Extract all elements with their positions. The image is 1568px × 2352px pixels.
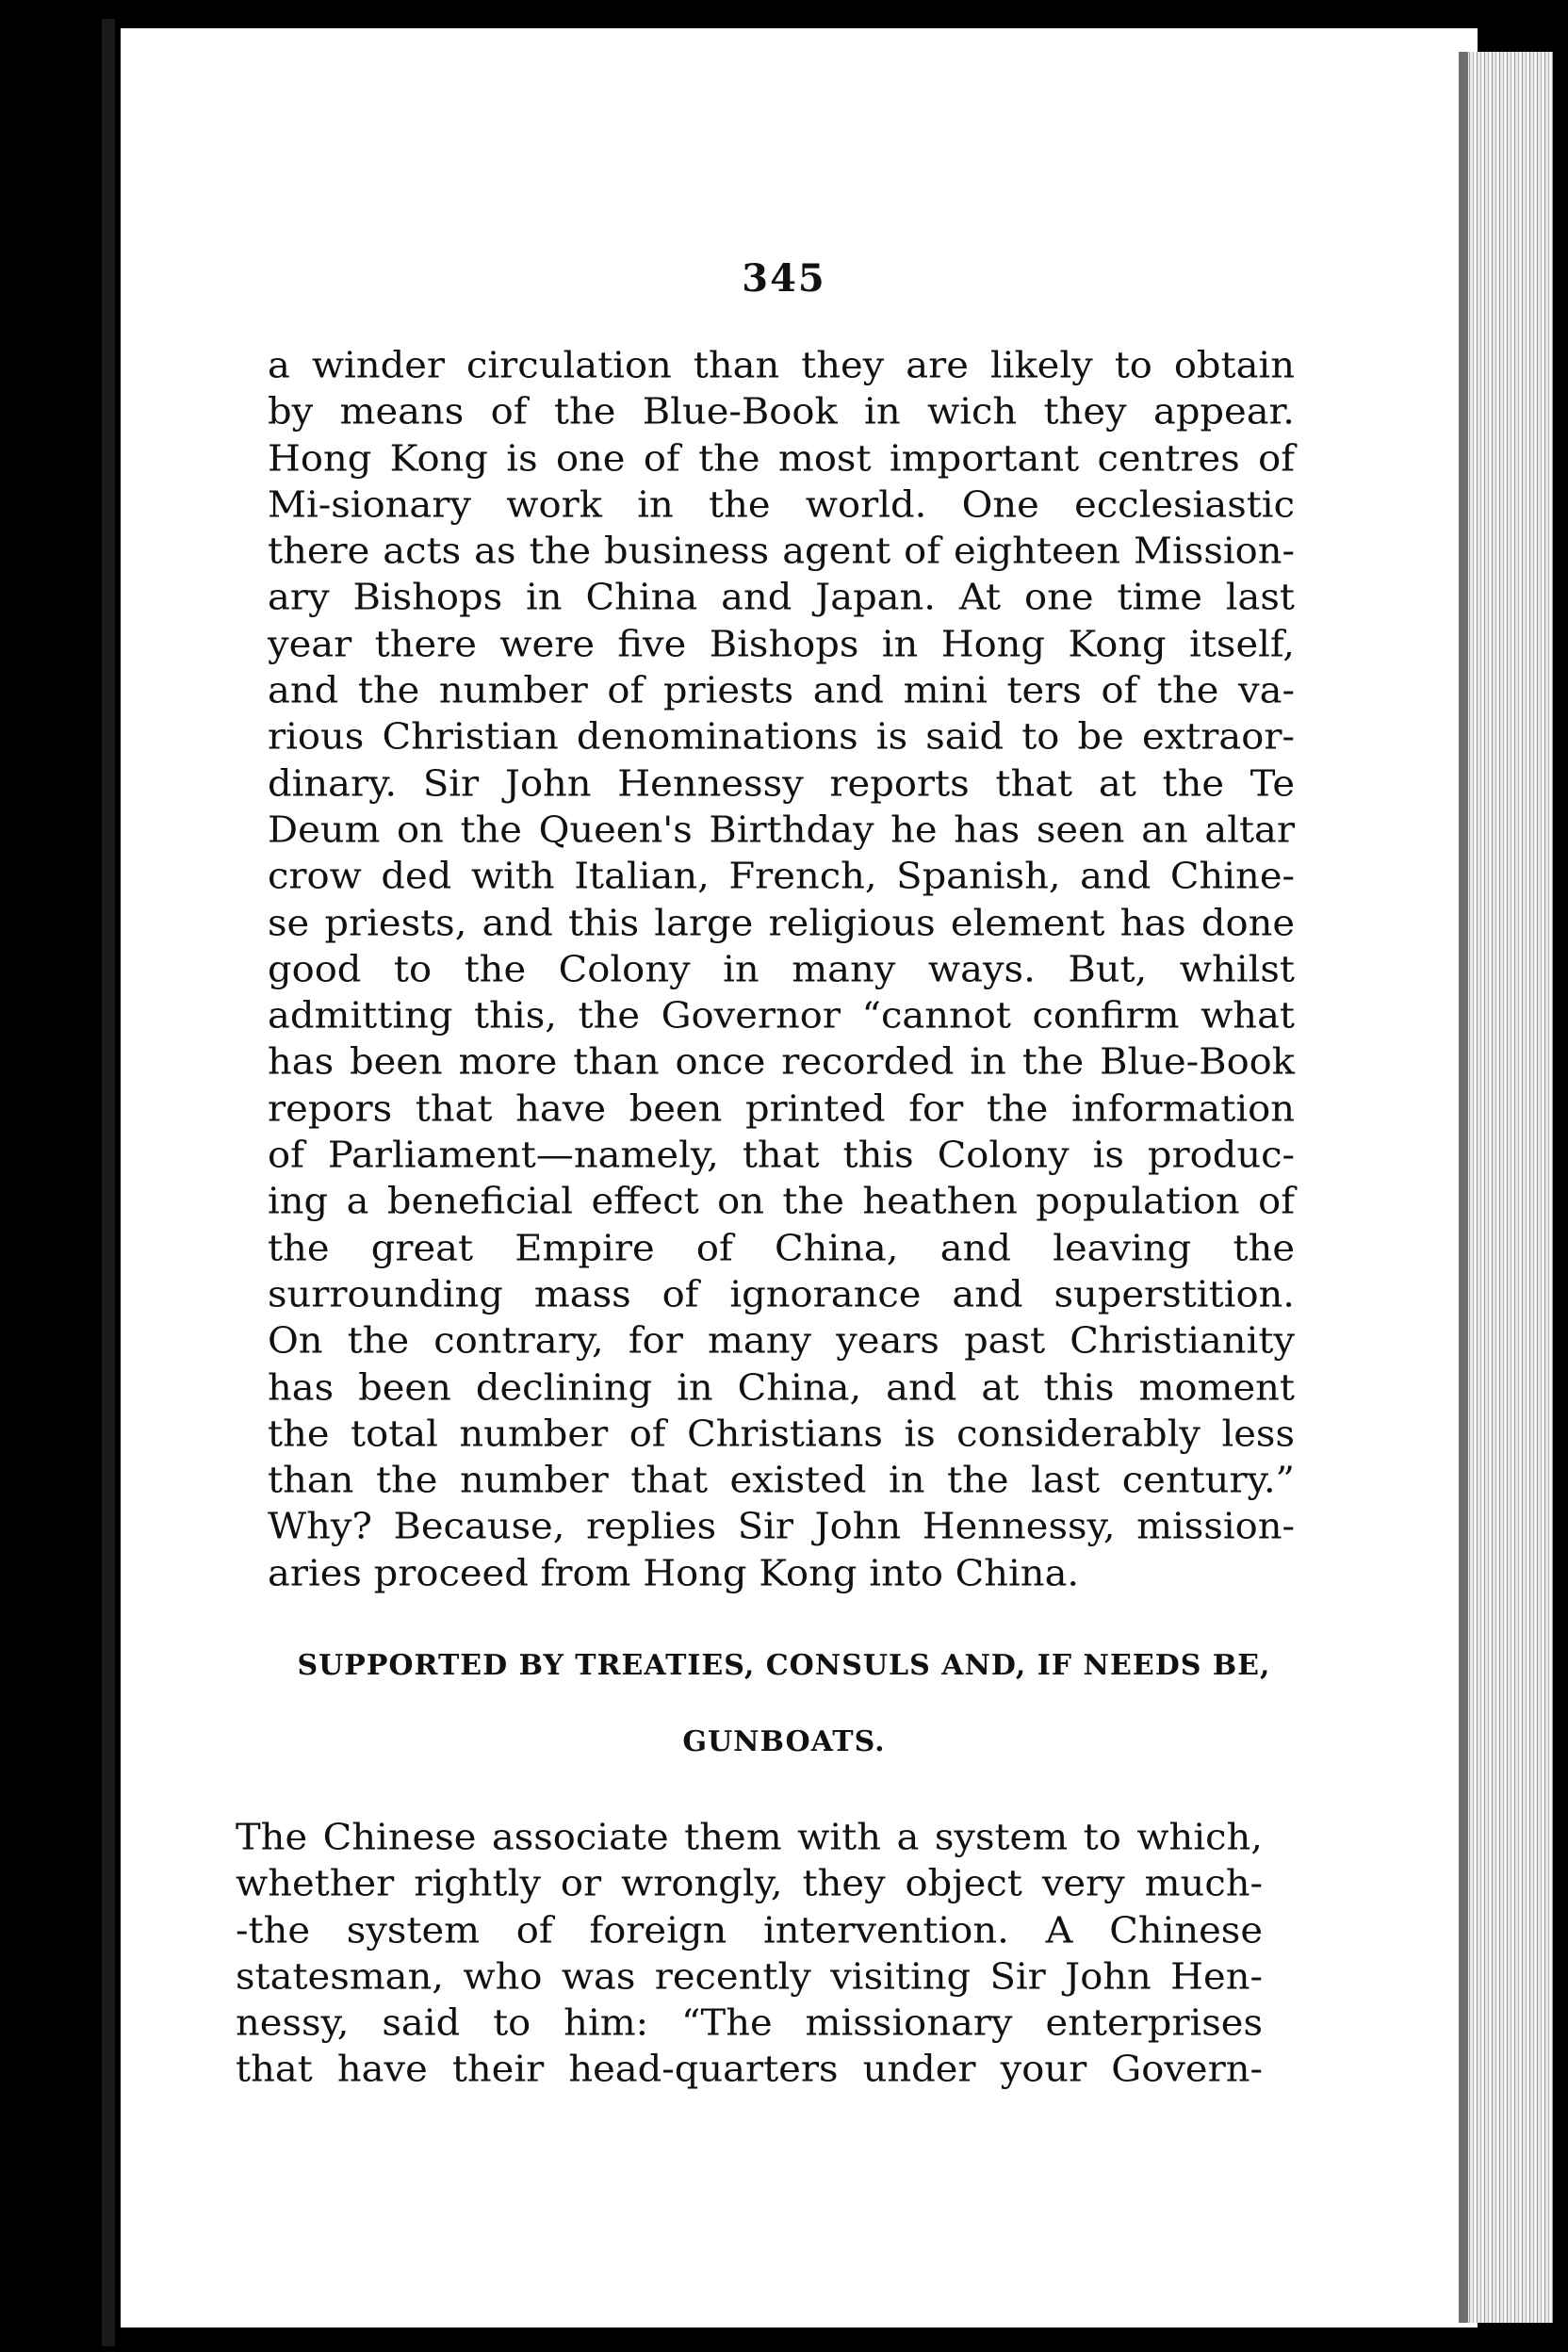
text-line: Deum on the Queen's Birthday he has seen an altar bbox=[268, 808, 1295, 852]
text-line: and the number of priests and mini ters of the va- bbox=[268, 670, 1295, 712]
text-line: surrounding mass of ignorance and superstition. bbox=[268, 1273, 1295, 1316]
text-line: the great Empire of China, and leaving the bbox=[268, 1227, 1295, 1269]
text-line: the total number of Christians is considerably less bbox=[268, 1413, 1295, 1455]
text-line: repors that have been printed for the information bbox=[268, 1087, 1295, 1130]
text-line: nessy, said to him: “The missionary enterprises bbox=[236, 2002, 1263, 2045]
page-number: 345 bbox=[742, 256, 826, 301]
text-line: whether rightly or wrongly, they object very much- bbox=[236, 1863, 1263, 1905]
text-line: that have their head-quarters under your Govern- bbox=[236, 2049, 1263, 2091]
text-line: rious Christian denominations is said to be extraor- bbox=[268, 716, 1295, 759]
text-line: On the contrary, for many years past Christianity bbox=[268, 1320, 1295, 1363]
text-line: Hong Kong is one of the most important centres of bbox=[268, 437, 1295, 480]
text-line: dinary. Sir John Hennessy reports that at the Te bbox=[268, 762, 1295, 805]
text-line: good to the Colony in many ways. But, whilst bbox=[268, 948, 1295, 990]
text-line: Mi-sionary work in the world. One ecclesiastic bbox=[268, 483, 1295, 526]
page-fore-edge-shadow bbox=[1459, 52, 1468, 2323]
text-line: a winder circulation than they are likely to obtain bbox=[268, 344, 1295, 387]
text-line: The Chinese associate them with a system to which, bbox=[236, 1816, 1263, 1859]
section-heading-continuation: GUNBOATS. bbox=[682, 1725, 886, 1758]
text-line: by means of the Blue-Book in wich they appear. bbox=[268, 391, 1295, 433]
page-fore-edge bbox=[1459, 52, 1553, 2323]
paragraph-2 bbox=[236, 1815, 1263, 2094]
text-line: se priests, and this large religious element has done bbox=[268, 902, 1295, 944]
section-heading: SUPPORTED BY TREATIES, CONSULS AND, IF NEEDS BE, bbox=[297, 1649, 1271, 1682]
text-line: of Parliament—namely, that this Colony is produc- bbox=[268, 1134, 1295, 1177]
text-line: there acts as the business agent of eighteen Mission- bbox=[268, 531, 1295, 573]
text-line: ary Bishops in China and Japan. At one time last bbox=[268, 577, 1295, 619]
text-line: has been more than once recorded in the Blue-Book bbox=[268, 1041, 1295, 1084]
text-line: crow ded with Italian, French, Spanish, and Chine- bbox=[268, 856, 1295, 898]
text-line: statesman, who was recently visiting Sir John Hen- bbox=[236, 1955, 1263, 1998]
text-line: has been declining in China, and at this moment bbox=[268, 1366, 1295, 1409]
text-line: Why? Because, replies Sir John Hennessy, mission- bbox=[268, 1506, 1295, 1548]
text-line: admitting this, the Governor “cannot confirm what bbox=[268, 995, 1295, 1037]
text-line: year there were five Bishops in Hong Kong itself, bbox=[268, 623, 1295, 665]
text-line: -the system of foreign intervention. A Chinese bbox=[236, 1909, 1263, 1952]
paragraph-1 bbox=[268, 343, 1295, 1597]
text-line: than the number that existed in the last century.” bbox=[268, 1460, 1295, 1502]
text-line: aries proceed from Hong Kong into China. bbox=[268, 1552, 1080, 1594]
text-line: ing a beneficial effect on the heathen population of bbox=[268, 1181, 1295, 1223]
binding-gutter-line bbox=[102, 19, 115, 2346]
